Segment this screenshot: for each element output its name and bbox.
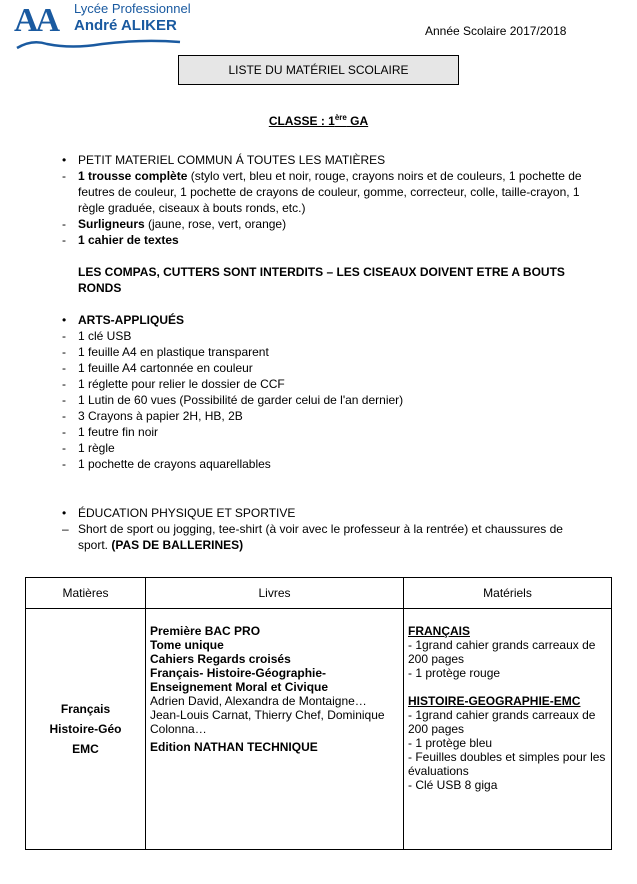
material-item: - 1grand cahier grands carreaux de xyxy=(408,638,596,652)
list-item: 3 Crayons à papier 2H, HB, 2B xyxy=(78,409,243,423)
subject: Histoire-Géo xyxy=(49,722,122,736)
page-title: LISTE DU MATÉRIEL SCOLAIRE xyxy=(178,55,459,85)
dash-icon: - xyxy=(62,233,66,247)
book-edition: Edition NATHAN TECHNIQUE xyxy=(150,740,318,754)
item-bold: (PAS DE BALLERINES) xyxy=(111,538,244,552)
material-item: - Feuilles doubles et simples pour les xyxy=(408,750,606,764)
list-item: 1 Lutin de 60 vues (Possibilité de garder celui de l'an dernier) xyxy=(78,393,404,407)
bullet-icon: • xyxy=(62,313,67,327)
dash-icon: - xyxy=(62,409,66,423)
dash-icon: - xyxy=(62,361,66,375)
class-text: CLASSE : 1 xyxy=(268,114,335,128)
header-books: Livres xyxy=(146,578,404,609)
warning-text: LES COMPAS, CUTTERS SONT INTERDITS – LES CISEAUX DOIVENT ETRE A BOUTS xyxy=(78,265,565,279)
book-title: Tome unique xyxy=(150,638,224,652)
item-bold: Surligneurs xyxy=(78,217,145,231)
list-item xyxy=(78,216,618,232)
dash-icon: - xyxy=(62,457,66,471)
item-text: (jaune, rose, vert, orange) xyxy=(144,217,287,231)
material-item: 200 pages xyxy=(408,722,465,736)
subjects-cell xyxy=(26,609,146,850)
section-heading: PETIT MATERIEL COMMUN Á TOUTES LES MATIÈRES xyxy=(78,153,386,167)
item-text: sport. xyxy=(78,538,112,552)
dash-icon: - xyxy=(62,377,66,391)
school-year: Année Scolaire 2017/2018 xyxy=(425,24,567,38)
logo-mark: AA xyxy=(14,2,58,39)
dash-icon: - xyxy=(62,425,66,439)
list-item: 1 clé USB xyxy=(78,329,132,343)
logo-line2: André ALIKER xyxy=(74,17,177,34)
list-item-cont: feutres de couleur, 1 pochette de crayons de couleur, gomme, correcteur, colle, taille-crayon, 1 xyxy=(78,185,580,199)
books-cell xyxy=(146,609,404,850)
subject: Français xyxy=(60,702,111,716)
dash-icon: - xyxy=(62,393,66,407)
wave-icon xyxy=(12,39,182,50)
list-item: Short de sport ou jogging, tee-shirt (à voir avec le professeur à la rentrée) et chaussures de xyxy=(78,522,563,536)
item-bold: 1 trousse complète xyxy=(78,169,188,183)
materials-cell xyxy=(404,609,612,850)
dash-icon: - xyxy=(62,345,66,359)
header-subjects: Matières xyxy=(26,578,146,609)
dash-icon: - xyxy=(62,329,66,343)
book-authors: Colonna… xyxy=(150,722,207,736)
subject: EMC xyxy=(72,742,99,756)
material-item: 200 pages xyxy=(408,652,465,666)
warning-text: RONDS xyxy=(78,281,122,295)
class-suffix: GA xyxy=(346,114,369,128)
list-item: 1 cahier de textes xyxy=(78,233,179,247)
dash-icon: - xyxy=(62,441,66,455)
book-title: Enseignement Moral et Civique xyxy=(150,680,329,694)
school-logo xyxy=(12,1,191,50)
section-heading: ARTS-APPLIQUÉS xyxy=(78,313,185,327)
list-item: 1 feuille A4 cartonnée en couleur xyxy=(78,361,253,375)
material-item: - 1grand cahier grands carreaux de xyxy=(408,708,596,722)
book-title: Cahiers Regards croisés xyxy=(150,652,291,666)
supplies-table xyxy=(25,577,612,850)
list-item: 1 règle xyxy=(78,441,115,455)
materials-heading: HISTOIRE-GEOGRAPHIE-EMC xyxy=(408,694,581,708)
class-sup: ère xyxy=(334,113,347,122)
material-item: - Clé USB 8 giga xyxy=(408,778,498,792)
list-item xyxy=(78,168,618,184)
book-authors: Adrien David, Alexandra de Montaigne… xyxy=(150,694,367,708)
dash-icon: - xyxy=(62,217,66,231)
list-item: 1 pochette de crayons aquarellables xyxy=(78,457,271,471)
materials-heading: FRANÇAIS xyxy=(408,624,470,638)
book-title: Première BAC PRO xyxy=(150,624,261,638)
dash-icon: - xyxy=(62,169,66,183)
list-item-cont xyxy=(78,537,618,553)
list-item: 1 feuille A4 en plastique transparent xyxy=(78,345,269,359)
bullet-icon: • xyxy=(62,153,67,167)
table-row xyxy=(26,609,612,850)
header-materials: Matériels xyxy=(404,578,612,609)
dash-icon: – xyxy=(62,522,69,536)
list-item: 1 réglette pour relier le dossier de CCF xyxy=(78,377,285,391)
list-item-cont: règle graduée, ciseaux à bouts ronds, etc.) xyxy=(78,201,306,215)
material-item: - 1 protège bleu xyxy=(408,736,493,750)
class-label xyxy=(0,113,637,128)
item-text: (stylo vert, bleu et noir, rouge, crayons noirs et de couleurs, 1 pochette de xyxy=(187,169,582,183)
material-item: - 1 protège rouge xyxy=(408,666,501,680)
list-item: 1 feutre fin noir xyxy=(78,425,159,439)
logo-line1: Lycée Professionnel xyxy=(74,1,191,16)
bullet-icon: • xyxy=(62,506,67,520)
material-item: évaluations xyxy=(408,764,469,778)
book-authors: Jean-Louis Carnat, Thierry Chef, Dominique xyxy=(150,708,385,722)
section-heading: ÉDUCATION PHYSIQUE ET SPORTIVE xyxy=(78,506,296,520)
book-title: Français- Histoire-Géographie- xyxy=(150,666,327,680)
table-header-row xyxy=(26,578,612,609)
